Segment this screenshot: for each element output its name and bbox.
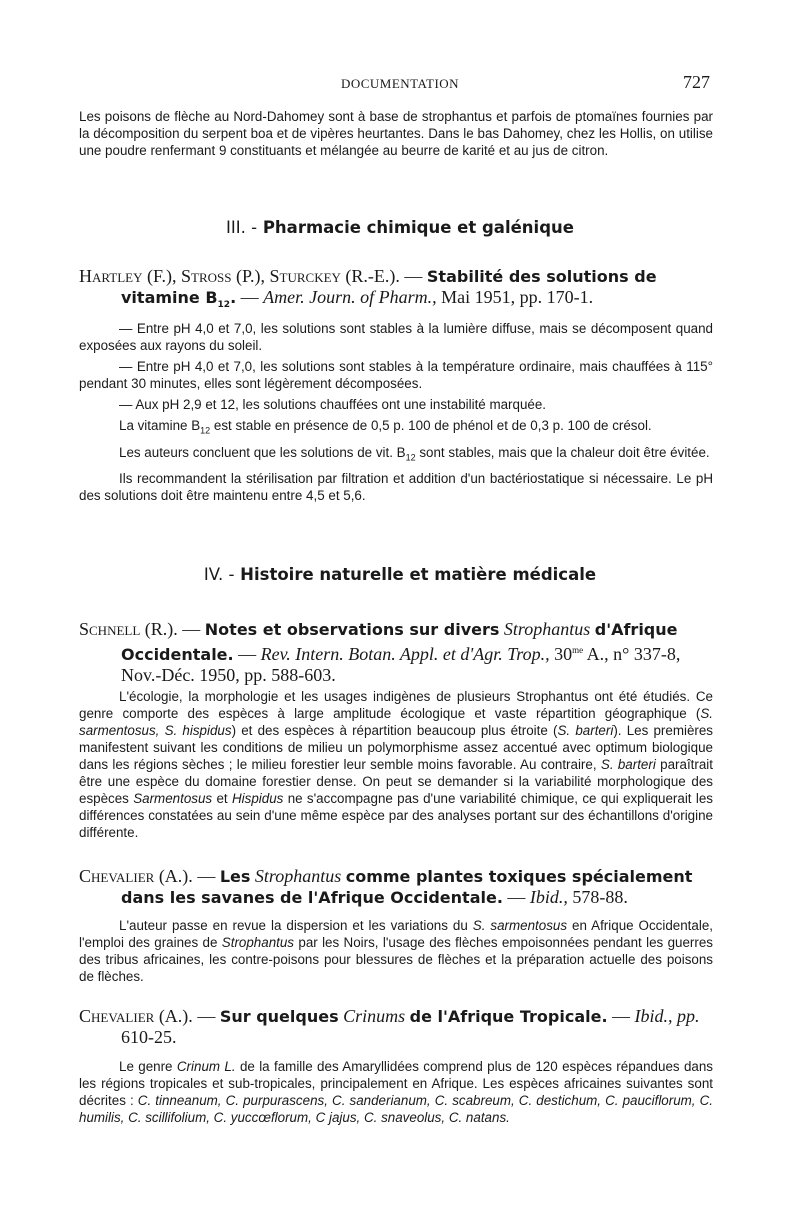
reference-chevalier-strophantus	[79, 866, 713, 908]
chevalier-crinums-summary	[79, 1058, 713, 1126]
schnell-summary	[79, 688, 713, 841]
text: La vitamine B	[119, 418, 201, 433]
subscript: 12	[405, 452, 416, 463]
ref-dash: —	[404, 266, 423, 286]
text: ne s'accompagne pas d'une variabilité chimique, ce qui expliquerait les différences constatées au sein d'une même espèce par des analyses portant sur des échantillons d'origine différente.	[79, 791, 713, 840]
text: et	[216, 791, 228, 806]
section3-body	[79, 320, 713, 504]
intro-paragraph: Les poisons de flèche au Nord-Dahomey sont à base de strophantus et parfois de ptomaïnes fournies par la décomposition du serpent boa et de vipères heurtantes. Dans le bas Dahomey, chez les Hollis, on utilise une poudre renfermant 9 constituants et mélangée au beurre de karité et au jus de citron.	[79, 109, 713, 158]
text: de la famille des Amaryllidées comprend plus de 120 espèces répandues dans les régions tropicales et sub-tropicales, principalement en Afrique. Les espèces africaines suivantes sont décrites :	[79, 1059, 713, 1108]
reference-chevalier-crinums	[79, 1006, 713, 1048]
ref-title-b: comme plantes toxiques spécialement dans les savanes de l'Afrique Occidentale.	[121, 867, 693, 907]
ref-dash: —	[240, 287, 259, 307]
species-list: C. tinneanum, C. purpurascens, C. sanderianum, C. scabreum, C. destichum, C. pauciflorum, C. humilis, C. scillifolium, C. yuccœflorum, C jajus, C. snaveolus, C. natans.	[79, 1093, 713, 1125]
ref-dash: —	[197, 866, 216, 886]
text: Les auteurs concluent que les solutions de vit. B	[119, 444, 406, 460]
ref-authors: Hartley (F.), Stross (P.), Sturckey (R.-E.).	[79, 266, 400, 286]
ref-title-a: Les	[219, 867, 251, 886]
page-number: 727	[683, 72, 710, 92]
ref-title-italic: Crinums	[343, 1006, 406, 1026]
running-header: DOCUMENTATION	[340, 76, 460, 91]
paragraph: — Entre pH 4,0 et 7,0, les solutions sont stables à la température ordinaire, mais chauffées à 115° pendant 30 minutes, elles sont légèrement décomposées.	[79, 359, 713, 391]
paragraph-vitamin	[79, 417, 713, 440]
ref-journal: Amer. Journ. of Pharm.,	[263, 287, 437, 307]
species-name: Strophantus	[221, 935, 295, 950]
species-name: Hispidus	[231, 791, 284, 806]
text: est stable en présence de 0,5 p. 100 de phénol et de 0,3 p. 100 de crésol.	[213, 418, 652, 433]
section-title: Histoire naturelle et matière médicale	[240, 565, 597, 584]
ref-dash: —	[612, 1006, 631, 1026]
text: par les Noirs, l'usage des flèches empoisonnées pendant les guerres des tribus africaines, les contre-poisons pour blessures de flèches et la préparation actuelle des poisons de flèches.	[79, 935, 713, 984]
ref-dash: —	[507, 887, 526, 907]
section-heading-iv	[0, 565, 800, 584]
text: sont stables, mais que la chaleur doit être évitée.	[419, 444, 710, 460]
ref-journal: Ibid.,	[529, 887, 568, 907]
ref-details: A., n° 337-8, Nov.-Déc. 1950, pp. 588-603.	[121, 644, 681, 685]
paragraph: — Entre pH 4,0 et 7,0, les solutions sont stables à la lumière diffuse, mais se décomposent quand exposées aux rayons du soleil.	[79, 321, 713, 353]
section-number: IV. -	[203, 565, 235, 584]
species-name: S. sarmentosus, S. hispidus	[79, 706, 713, 738]
chevalier-strophantus-summary	[79, 917, 713, 985]
ref-authors: Chevalier (A.).	[79, 1006, 193, 1026]
ref-dash: —	[197, 1006, 216, 1026]
ref-title-italic: Strophantus	[254, 866, 342, 886]
ref-title-a: Sur quelques	[219, 1007, 339, 1026]
section-number: III. -	[226, 218, 258, 237]
volume-superscript: me	[572, 645, 584, 655]
volume-number: 30	[554, 644, 573, 664]
ref-journal: Ibid., pp.	[634, 1006, 700, 1026]
text: ). Les premières manifestent suivant les conditions de milieu un polymorphisme assez accentué avec optimum biologique dans les régions sèches ; le milieu forestier leur semble moins favorable. Au contraire,	[79, 723, 714, 772]
reference-hartley	[79, 266, 713, 316]
species-name: S. barteri	[600, 757, 656, 772]
text: ) et des espèces à répartition beaucoup plus étroite (	[231, 723, 558, 738]
subscript: 12	[200, 425, 211, 436]
ref-volume	[554, 644, 583, 664]
section-title: Pharmacie chimique et galénique	[262, 218, 574, 237]
text: L'écologie, la morphologie et les usages indigènes de plusieurs Strophantus ont été étudiés. Ce genre comporte des espèces à large amplitude écologique et vaste répartition géographique (	[79, 689, 713, 721]
text: Le genre	[119, 1059, 173, 1074]
ref-title-text: Stabilité des solutions de vitamine B	[121, 267, 657, 307]
species-name: Sarmentosus	[133, 791, 213, 806]
section-heading-iii	[0, 218, 800, 237]
ref-title-end: .	[230, 288, 237, 307]
ref-details: 578-88.	[572, 887, 628, 907]
species-name: S. barteri	[557, 723, 614, 738]
text: L'auteur passe en revue la dispersion et les variations du	[119, 918, 468, 933]
species-name: S. sarmentosus	[472, 918, 568, 933]
ref-authors: Chevalier (A.).	[79, 866, 193, 886]
ref-title-b: d'Afrique Occidentale.	[121, 620, 678, 664]
ref-authors: Schnell (R.).	[79, 619, 178, 639]
paragraph-conclusion	[79, 444, 713, 467]
ref-journal: Rev. Intern. Botan. Appl. et d'Agr. Trop.,	[260, 644, 550, 664]
paragraph: — Aux pH 2,9 et 12, les solutions chauffées ont une instabilité marquée.	[119, 397, 547, 412]
ref-title-italic: Strophantus	[503, 619, 591, 639]
ref-dash: —	[238, 644, 257, 664]
ref-details: 610-25.	[121, 1027, 177, 1047]
text: en Afrique Occidentale, l'emploi des graines de	[79, 918, 713, 950]
reference-schnell	[79, 619, 713, 686]
ref-title-b: de l'Afrique Tropicale.	[409, 1007, 608, 1026]
ref-details: Mai 1951, pp. 170-1.	[441, 287, 594, 307]
paragraph: Ils recommandent la stérilisation par filtration et addition d'un bactériostatique si nécessaire. Le pH des solutions doit être maintenu entre 4,5 et 5,6.	[79, 471, 713, 504]
species-name: Crinum L.	[176, 1059, 236, 1074]
ref-title-a: Notes et observations sur divers	[204, 620, 500, 639]
ref-title-subscript: 12	[217, 300, 231, 311]
ref-dash: —	[182, 619, 201, 639]
text: paraîtrait être une espèce du domaine forestier dense. On peut se demander si la variabilité morphologique des espèces	[79, 757, 713, 806]
